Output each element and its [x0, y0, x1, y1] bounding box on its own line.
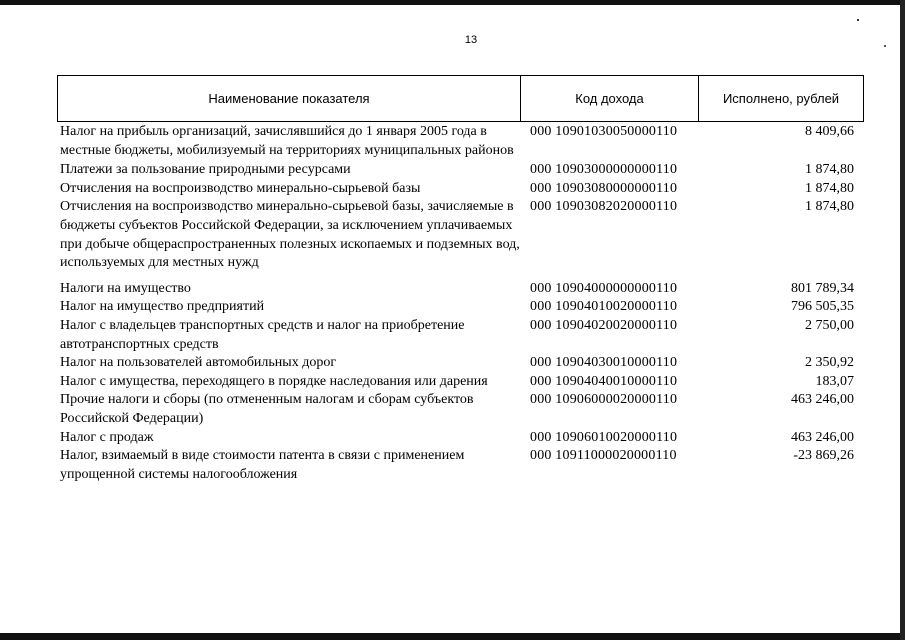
row-name: Отчисления на воспроизводство минерально-сырьевой базы, зачисляемые в бюджеты субъектов Российской Федерации, за исключением уплачиваемых при добыче общераспространенных полезных ископаемых и подземных вод, используемых для местных нужд [60, 199, 520, 271]
table-header [57, 75, 864, 122]
row-name: Налог с продаж [60, 429, 154, 445]
row-code: 000 10906000020000110 [530, 392, 678, 408]
row-code: 000 10903000000000110 [530, 162, 678, 178]
row-name: Отчисления на воспроизводство минерально-сырьевой базы [60, 180, 421, 196]
row-value: 2 750,00 [805, 317, 854, 333]
table-row [60, 180, 860, 199]
row-code: 000 10906010020000110 [530, 429, 678, 445]
row-value: 183,07 [815, 373, 854, 389]
table-row [60, 354, 860, 373]
row-name: Налог, взимаемый в виде стоимости патента в связи с применением упрощенной системы налогообложения [60, 448, 465, 482]
scan-edge-bottom [0, 633, 905, 640]
row-code: 000 10903082020000110 [530, 199, 678, 215]
row-value: 1 874,80 [805, 199, 854, 215]
row-code: 000 10904000000000110 [530, 280, 678, 296]
row-code: 000 10904030010000110 [530, 355, 678, 371]
row-name: Налог с владельцев транспортных средств и налог на приобретение автотранспортных средств [60, 317, 465, 352]
header-name: Наименование показателя [58, 76, 521, 121]
row-name: Налоги на имущество [60, 280, 191, 296]
row-code: 000 10901030050000110 [530, 124, 678, 139]
scan-speck [857, 19, 859, 21]
row-value: 796 505,35 [791, 299, 854, 315]
row-name: Платежи за пользование природными ресурсами [60, 162, 351, 178]
row-name: Прочие налоги и сборы (по отмененным налогам и сборам субъектов Российской Федерации) [60, 392, 474, 426]
table-row [60, 391, 860, 428]
table-row [60, 373, 860, 392]
header-value: Исполнено, рублей [722, 91, 840, 106]
scan-speck [884, 45, 886, 47]
row-name: Налог на прибыль организаций, зачислявшийся до 1 января 2005 года в местные бюджеты, мобилизуемый на территориях муниципальных районов [60, 124, 514, 158]
row-name: Налог на имущество предприятий [60, 299, 265, 315]
scan-edge-top [0, 0, 905, 5]
row-code: 000 10904010020000110 [530, 299, 678, 315]
row-value: 8 409,66 [805, 124, 854, 139]
page-number: 13 [464, 34, 478, 46]
row-value: -23 869,26 [793, 448, 854, 464]
row-code: 000 10911000020000110 [530, 448, 677, 464]
row-code: 000 10904020020000110 [530, 317, 678, 333]
row-name: Налог на пользователей автомобильных дорог [60, 355, 337, 371]
row-name: Налог с имущества, переходящего в порядке наследования или дарения [60, 373, 488, 389]
table-row [60, 317, 860, 354]
table-row [60, 280, 860, 299]
table-row [60, 429, 860, 448]
row-value: 801 789,34 [791, 280, 854, 296]
table-row [60, 298, 860, 317]
row-value: 463 246,00 [791, 392, 854, 408]
row-code: 000 10904040010000110 [530, 373, 678, 389]
row-value: 463 246,00 [791, 429, 854, 445]
row-value: 1 874,80 [805, 180, 854, 196]
row-value: 1 874,80 [805, 162, 854, 178]
table-row [60, 198, 860, 272]
table-row [60, 447, 860, 484]
table-body [60, 123, 860, 484]
header-code: Код дохода [521, 76, 699, 121]
table-row [60, 161, 860, 180]
table-row [60, 123, 860, 160]
row-value: 2 350,92 [805, 355, 854, 371]
scan-edge-right [900, 0, 905, 640]
row-code: 000 10903080000000110 [530, 180, 678, 196]
